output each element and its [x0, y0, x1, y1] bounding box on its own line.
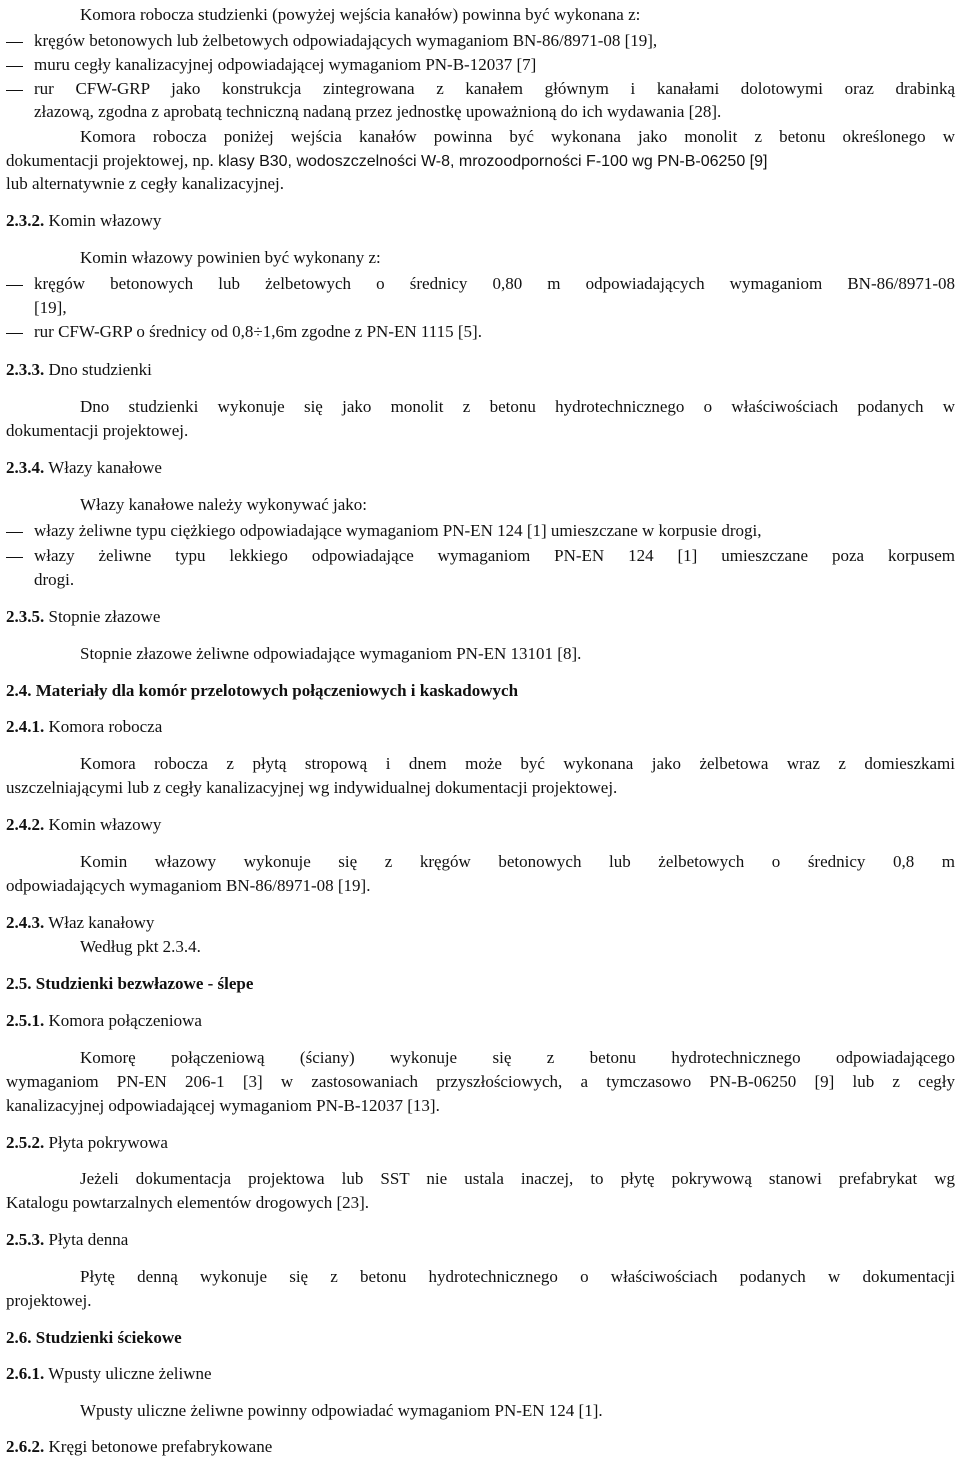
paragraph-line: Według pkt 2.3.4. — [80, 937, 201, 956]
section-heading — [6, 210, 161, 232]
paragraph-line: Komin włazowy wykonuje się z kręgów betonowych lub żelbetowych o średnicy 0,8 m — [80, 852, 955, 871]
paragraph-line: wymaganiom PN-EN 206-1 [3] w zastosowaniach przyszłościowych, a tymczasowo PN-B-06250 [9] lub z cegły — [6, 1072, 955, 1091]
section-number: 2.3.4. — [6, 458, 45, 477]
paragraph-line: Komora robocza studzienki (powyżej wejścia kanałów) powinna być wykonana z: — [80, 5, 641, 24]
paragraph-line: Wpusty uliczne żeliwne powinny odpowiadać wymaganiom PN-EN 124 [1]. — [80, 1401, 603, 1420]
paragraph-line: Komin włazowy powinien być wykonany z: — [80, 248, 381, 267]
paragraph-text: klasy B30, wodoszczelności W-8, mrozoodporności F-100 wg PN-B-06250 [9] — [213, 153, 768, 170]
section-heading — [6, 606, 160, 628]
section-title: Płyta denna — [44, 1230, 129, 1249]
section-heading — [6, 1436, 272, 1458]
list-item: włazy żeliwne typu lekkiego odpowiadające wymaganiom PN-EN 124 [1] umieszczane poza korpusem — [34, 546, 955, 565]
paragraph-line: odpowiadających wymaganiom BN-86/8971-08 [19]. — [6, 876, 371, 895]
list-dash — [6, 285, 23, 286]
section-heading — [6, 1010, 202, 1032]
paragraph-text: dokumentacji projektowej, np. — [6, 151, 214, 170]
section-title: Komora robocza — [44, 717, 163, 736]
section-title: Komin włazowy — [44, 211, 162, 230]
section-title: Kręgi betonowe prefabrykowane — [44, 1437, 273, 1456]
list-item-continuation: drogi. — [34, 570, 75, 589]
section-number: 2.3.2. — [6, 211, 45, 230]
paragraph-line: Dno studzienki wykonuje się jako monolit z betonu hydrotechnicznego o właściwościach podanych w — [80, 397, 955, 416]
paragraph-line: Stopnie złazowe żeliwne odpowiadające wymaganiom PN-EN 13101 [8]. — [80, 644, 582, 663]
section-title: Komin włazowy — [44, 815, 162, 834]
section-heading — [6, 359, 152, 381]
list-dash — [6, 90, 23, 91]
paragraph-line: uszczelniającymi lub z cegły kanalizacyjnej wg indywidualnej dokumentacji projektowej. — [6, 778, 618, 797]
section-number: 2.4.2. — [6, 815, 45, 834]
section-number: 2.6.2. — [6, 1437, 45, 1456]
list-dash — [6, 66, 23, 67]
section-title: Właz kanałowy — [44, 913, 155, 932]
section-heading — [6, 1229, 128, 1251]
paragraph-line: kanalizacyjnej odpowiadającej wymaganiom PN-B-12037 [13]. — [6, 1096, 440, 1115]
section-heading — [6, 912, 154, 934]
chapter-heading: 2.5. Studzienki bezwłazowe - ślepe — [6, 974, 254, 993]
section-title: Komora połączeniowa — [44, 1011, 202, 1030]
list-dash — [6, 333, 23, 334]
paragraph-line: Włazy kanałowe należy wykonywać jako: — [80, 495, 367, 514]
section-number: 2.4.1. — [6, 717, 45, 736]
section-title: Stopnie złazowe — [44, 607, 161, 626]
section-heading — [6, 1132, 168, 1154]
list-dash — [6, 42, 23, 43]
paragraph-line: Jeżeli dokumentacja projektowa lub SST nie ustala inaczej, to płytę pokrywową stanowi prefabrykat wg — [80, 1169, 955, 1188]
chapter-heading: 2.4. Materiały dla komór przelotowych połączeniowych i kaskadowych — [6, 681, 519, 700]
section-number: 2.5.3. — [6, 1230, 45, 1249]
paragraph-line: dokumentacji projektowej. — [6, 421, 189, 440]
section-title: Płyta pokrywowa — [44, 1133, 168, 1152]
paragraph-line: Komora robocza poniżej wejścia kanałów powinna być wykonana jako monolit z betonu określonego w — [80, 127, 955, 146]
list-item-continuation: złazową, zgodna z aprobatą techniczną nadaną przez jednostkę upoważnioną do ich wydawania [28]. — [34, 102, 722, 121]
section-number: 2.5.1. — [6, 1011, 45, 1030]
paragraph-line: Komora robocza z płytą stropową i dnem może być wykonana jako żelbetowa wraz z domieszkami — [80, 754, 955, 773]
list-item: rur CFW-GRP jako konstrukcja zintegrowana z kanałem głównym i kanałami dolotowymi oraz drabinką — [34, 79, 955, 98]
list-item: kręgów betonowych lub żelbetowych odpowiadających wymaganiom BN-86/8971-08 [19], — [34, 31, 658, 50]
section-title: Włazy kanałowe — [44, 458, 162, 477]
list-item: rur CFW-GRP o średnicy od 0,8÷1,6m zgodne z PN-EN 1115 [5]. — [34, 322, 482, 341]
paragraph-line — [6, 150, 767, 173]
section-title: Wpusty uliczne żeliwne — [44, 1364, 212, 1383]
section-heading — [6, 457, 162, 479]
section-heading — [6, 716, 162, 738]
list-item: muru cegły kanalizacyjnej odpowiadającej wymaganiom PN-B-12037 [7] — [34, 55, 537, 74]
section-heading — [6, 814, 161, 836]
chapter-heading: 2.6. Studzienki ściekowe — [6, 1328, 182, 1347]
list-item: kręgów betonowych lub żelbetowych o średnicy 0,80 m odpowiadających wymaganiom BN-86/8971-08 — [34, 274, 955, 293]
paragraph-line: Katalogu powtarzalnych elementów drogowych [23]. — [6, 1193, 370, 1212]
section-title: Dno studzienki — [44, 360, 152, 379]
list-item: włazy żeliwne typu ciężkiego odpowiadające wymaganiom PN-EN 124 [1] umieszczane w korpusie drogi, — [34, 521, 762, 540]
list-item-continuation: [19], — [34, 298, 67, 317]
paragraph-line: projektowej. — [6, 1291, 92, 1310]
paragraph-line: lub alternatywnie z cegły kanalizacyjnej. — [6, 174, 285, 193]
list-dash — [6, 532, 23, 533]
paragraph-line: Komorę połączeniową (ściany) wykonuje się z betonu hydrotechnicznego odpowiadającego — [80, 1048, 955, 1067]
paragraph-line: Płytę denną wykonuje się z betonu hydrotechnicznego o właściwościach podanych w dokumentacji — [80, 1267, 955, 1286]
section-number: 2.6.1. — [6, 1364, 45, 1383]
section-number: 2.4.3. — [6, 913, 45, 932]
list-dash — [6, 557, 23, 558]
section-number: 2.3.5. — [6, 607, 45, 626]
section-number: 2.5.2. — [6, 1133, 45, 1152]
section-number: 2.3.3. — [6, 360, 45, 379]
section-heading — [6, 1363, 212, 1385]
